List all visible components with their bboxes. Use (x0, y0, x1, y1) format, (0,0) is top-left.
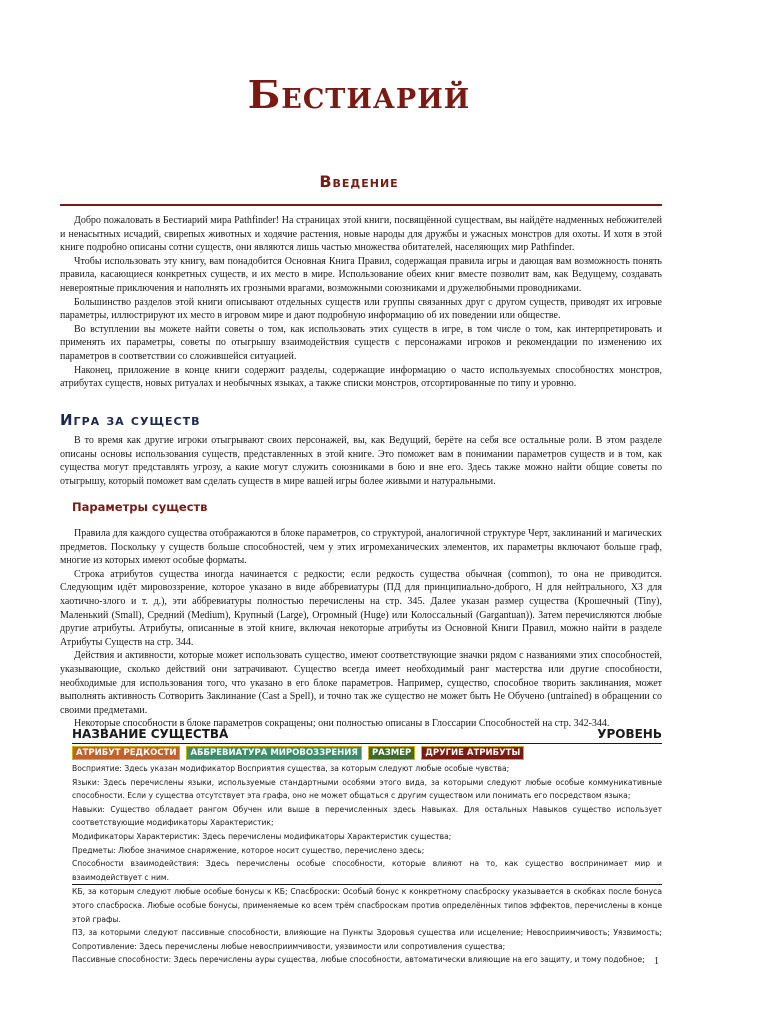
stat-skills: Навыки: Существо обладает рангом Обучен или выше в перечисленных здесь Навыках. Для остальных Навыков существо использует соответствующие модификаторы Характеристик; (72, 804, 662, 828)
params-paragraph-1: Правила для каждого существа отображаются в блоке параметров, со структурой, аналогичной структуре Черт, заклинаний и магических предметов. Поскольку у существ больше способностей, чем у этих игромеханических элементов, их параметры включают больше граф, многие из которых имеют особые форматы. (60, 528, 662, 567)
params-heading: Параметры существ (72, 500, 208, 514)
heading-rule (60, 204, 662, 206)
creature-level: УРОВЕНЬ (597, 727, 662, 741)
stat-interaction: Способности взаимодействия: Здесь перечислены особые способности, которые влияют на то, как существо воспринимает мир и взаимодействует с ним. (72, 857, 662, 885)
creature-name: НАЗВАНИЕ СУЩЕСТВА (72, 727, 229, 741)
statblock-rule (72, 743, 662, 744)
intro-text (60, 214, 662, 391)
intro-heading: Введение (319, 172, 399, 191)
intro-paragraph-1: Добро пожаловать в Бестиарий мира Pathfinder! На страницах этой книги, посвящённой существам, вы найдёте надменных небожителей и ненасытных исчадий, свирепых животных и ходячие растения, новые народы для дружбы и ужасных монстров для охоты. И хотя в этой книге подробно описаны сотни существ, они являются лишь частью множества обитателей, населяющих мир Pathfinder. (60, 215, 662, 254)
statblock-header (72, 727, 662, 741)
intro-paragraph-4: Во вступлении вы можете найти советы о том, как использовать этих существ в игре, в том числе о том, как интерпретировать и применять их параметры, советы по отыгрышу взаимодействия существ с персонажами игроков и рекомендации по изменению их параметров в соответствии со сложившейся ситуацией. (60, 323, 662, 362)
game-heading: Игра за существ (60, 411, 201, 429)
statblock-lines (72, 762, 662, 967)
stat-ability-mods: Модификаторы Характеристик: Здесь перечислены модификаторы Характеристик существа; (72, 831, 452, 841)
page-number: 1 (654, 956, 659, 967)
game-paragraph-1: В то время как другие игроки отыгрывают своих персонажей, вы, как Ведущий, берёте на себя все остальные роли. В этом разделе описаны основы использования существ, представленных в этой книге. Это поможет вам в понимании параметров существ и в том, как существа могут представлять угрозу, а какие могут служить союзниками в бою и вне его. Здесь также можно найти общие советы по отыгрышу, который поможет вам сделать существ в мире вашей игры более живыми и натуральными. (60, 435, 662, 487)
game-text (60, 434, 662, 488)
params-paragraph-4: Некоторые способности в блоке параметров сокращены; они полностью описаны в Глоссарии Способностей на стр. 342-344. (74, 718, 610, 730)
tag-alignment: АББРЕВИАТУРА МИРОВОЗЗРЕНИЯ (186, 746, 361, 760)
params-paragraph-2: Строка атрибутов существа иногда начинается с редкости; если редкость существа обычная (common), то она не приводится. Следующим идёт мировоззрение, которое указано в виде аббревиатуры (ПД для принципиально-доброго, Н для нейтрального, ХЗ для хаотично-злого и т. д.), эти аббревиатуры полностью перечислены на стр. 345. Далее указан размер существа (Крошечный (Tiny), Маленький (Small), Средний (Medium), Крупный (Large), Огромный (Huge) или Колоссальный (Gargantuan)). Затем перечисляются любые другие атрибуты. Атрибуты, описанные в этой книге, включая некоторые атрибуты из Основной Книги Правил, можно найти в разделе Атрибуты Существ на стр. 344. (60, 568, 662, 648)
tag-size: РАЗМЕР (368, 746, 415, 760)
params-text (60, 527, 662, 731)
intro-paragraph-2: Чтобы использовать эту книгу, вам понадобится Основная Книга Правил, содержащая правила игры и дающая вам возможность понять правила, касающиеся конкретных существ, и их место в мире. Использование обеих книг вместе позволит вам, как Ведущему, создавать невероятные приключения и наполнять их грозными врагами, возможными союзниками и дружелюбными проводниками. (60, 255, 662, 294)
stat-hp: ПЗ, за которыми следуют пассивные способности, влияющие на Пункты Здоровья существа или исцеление; Невосприимчивость; Уязвимость; Сопротивление: Здесь перечислены любые невосприимчивости, уязвимости или сопротивления существа; (72, 928, 662, 951)
stat-languages: Языки: Здесь перечислены языки, используемые стандартными особями этого вида, за которыми следуют любые особые коммуникативные способности. Если у существа отсутствует эта графа, оно не может общаться с другим существом или понимать его посредством языка; (72, 777, 662, 801)
stat-items: Предметы: Любое значимое снаряжение, которое носит существо, перечислено здесь; (72, 845, 425, 855)
intro-paragraph-3: Большинство разделов этой книги описывают отдельных существ или группы связанных друг с другом существ, приводят их игровые параметры, иллюстрируют их место в игровом мире и дают подробную информацию об их поведении или обществе. (60, 296, 662, 322)
stat-perception: Восприятие: Здесь указан модификатор Восприятия существа, за которым следуют любые особые чувства; (72, 764, 510, 773)
params-paragraph-3: Действия и активности, которые может использовать существо, имеют соответствующие значки рядом с названиями этих способностей, указывающие, сколько действий они затрачивают. Существо всегда имеет необходимый ранг мастерства или другие способности, необходимые для использования того, что указано в его блоке параметров. Например, существо, способное творить заклинания, может выполнять активность Сотворить Заклинание (Cast a Spell), и точно так же существо не может быть Не Обучено (untrained) в обращении со своими предметами. (60, 650, 662, 716)
book-title: Бестиарий (247, 72, 471, 117)
intro-paragraph-5: Наконец, приложение в конце книги содержит разделы, содержащие информацию о часто используемых способностях монстров, атрибутах существ, новых ритуалах и необычных языках, а также списки монстров, отсортированные по типу и уровню. (60, 364, 662, 390)
stat-passive: Пассивные способности: Здесь перечислены ауры существа, любые способности, автоматически влияющие на его защиту, и тому подобное; (72, 955, 645, 965)
stat-ac-saves: КБ, за которым следуют любые особые бонусы к КБ; Спасброски: Особый бонус к конкретному спасброску указывается в скобках после бонуса этого спасброска. Любые особые бонусы, применяемые ко всем трём спасброскам против определённых типов эффектов, перечислены в конце этой графы. (72, 887, 662, 924)
tag-rarity: АТРИБУТ РЕДКОСТИ (72, 746, 180, 760)
trait-tags (72, 746, 524, 760)
tag-other: ДРУГИЕ АТРИБУТЫ (421, 746, 524, 760)
